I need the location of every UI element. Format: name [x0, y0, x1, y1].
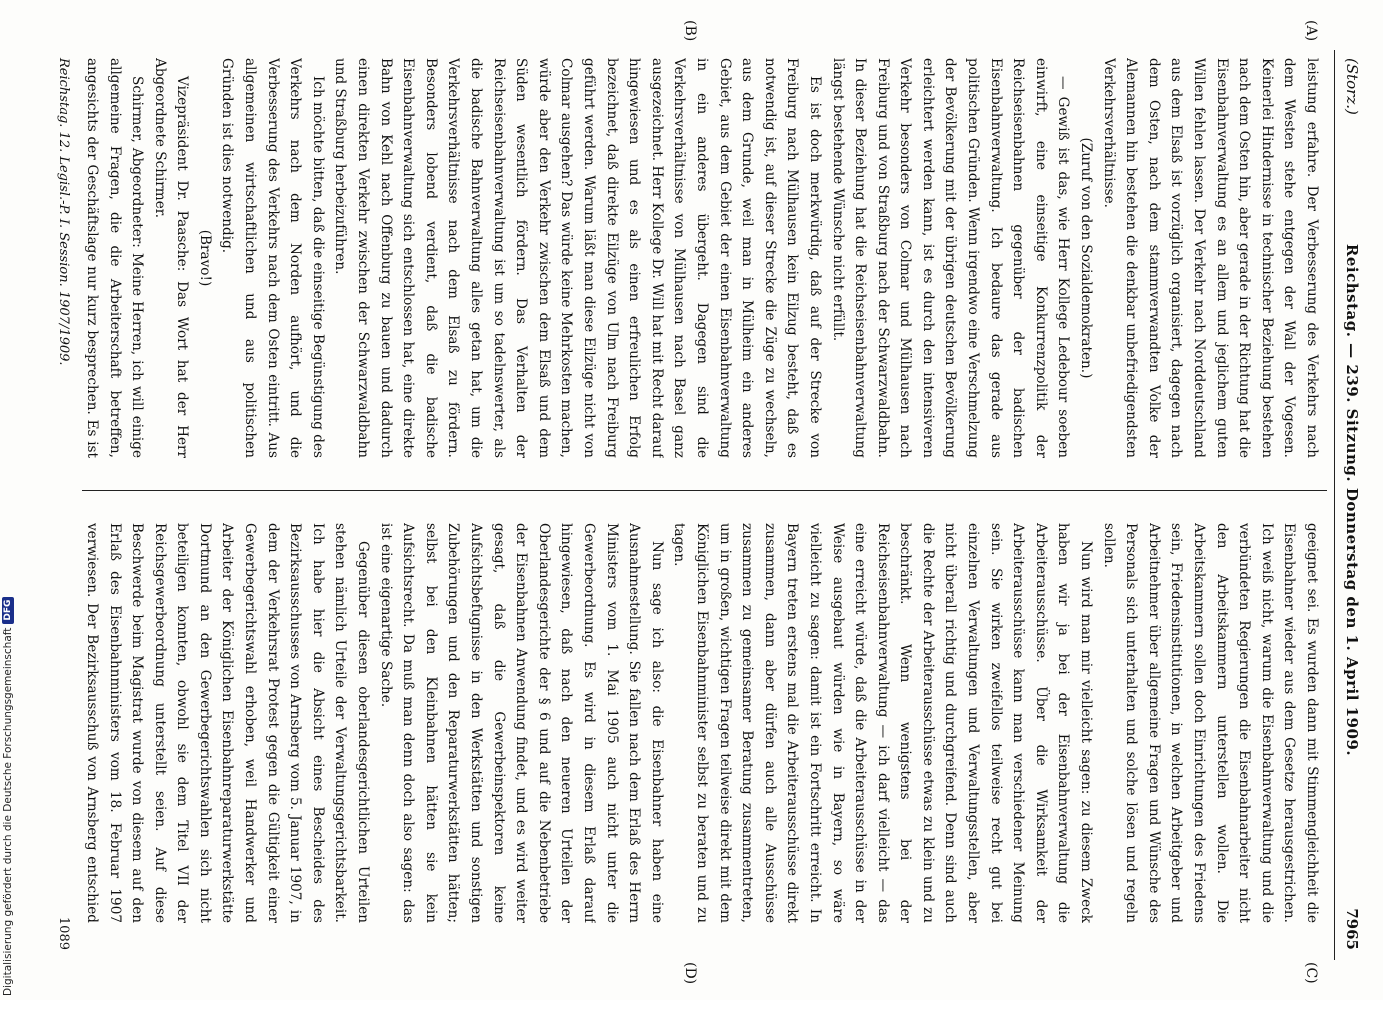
paragraph: Nun wird man mir vielleicht sagen: zu diesem Zweck haben wir ja bei der Eisenbahnverwaltung die Arbeiterausschüsse. Über die Wirksamkeit der Arbeiterausschüsse kann man verschiedener Meinung sein. Sie wirken zweifellos teilweise recht gut bei einzelnen Verwaltungen und Verwaltungsstellen, aber nicht überall richtig und durchgreifend. Denn sind auch die Rechte der Arbeiterausschüsse etwas zu klein und zu beschränkt. Wenn wenigstens bei der Reichseisenbahnverwaltung — ich darf vielleicht — das eine erreicht würde, daß die Arbeiterausschüsse in der Weise ausgebaut würden wie in Bayern, so wäre vielleicht zu sagen: damit ist ein Fortschritt erreicht. In Bayern treten erstens mal die Arbeiterausschüsse direkt zusammen, dann aber dürfen auch alle Ausschüsse zusammen zu gemeinsamer Beratung zusammentreten, um in großen, wichtigen Fragen teilweise direkt mit dem Königlichen Eisenbahnminister selbst zu beraten und zu tagen. — [671, 523, 1095, 923]
paragraph: Es ist doch merkwürdig, daß auf der Strecke von Freiburg nach Mülhausen kein Eilzug besteht, daß es notwendig ist, auf dieser Strecke die Züge zu wechseln, aus dem Grunde, weil man in Mülheim ein anderes Gebiet, aus dem Gebiet der einen Eisenbahnverwaltung in ein anderes übergeht. Dagegen sind die Verkehrsverhältnisse von Mülhausen nach Basel ganz ausgezeichnet. Herr Kollege Dr. Will hat mit Recht darauf hingewiesen und es als einen erfreulichen Erfolg bezeichnet, daß direkte Eilzüge von Ulm nach Freiburg geführt werden. Warum läßt man diese Eilzüge nicht von Colmar ausgehen? Das würde keine Mehrkosten machen, würde aber den Verkehr zwischen dem Elsaß und dem Süden wesentlich fördern. Das Verhalten der Reichseisenbahnverwaltung ist um so tadelnswerter, als die badische Bahnverwaltung alles getan hat, um die Verkehrsverhältnisse nach dem Elsaß zu fördern. Besonders lobend verdient, daß die badische Eisenbahnverwaltung sich entschlossen hat, eine direkte Bahn von Kehl nach Offenburg zu bauen und dadurch einen direkten Verkehr zwischen der Schwarzwaldbahn und Straßburg herbeizuführen. — [332, 58, 823, 458]
footer-number: 1089 — [56, 916, 71, 950]
digitization-credit — [2, 599, 22, 1016]
paragraph: geeignet sei. Es wurden dann mit Stimmengleichheit die Eisenbahner wieder aus dem Gesetze herausgestrichen. Ich weiß nicht, warum die Eisenbahnverwaltung und die verbündeten Regierungen die Eisenbahnarbeiter nicht den Arbeitskammern unterstellen wollen. Die Arbeitskammern sollen doch Einrichtungen des Friedens sein, Friedensinstitutionen, in welchen Arbeitgeber und Arbeitnehmer über allgemeine Fragen und Wünsche des Personals sich unterhalten und solche lösen und regeln sollen. — [1100, 523, 1320, 923]
paragraph: Nun sage ich also: die Eisenbahner haben eine Ausnahmestellung. Sie fallen nach dem Erlaß des Herrn Ministers vom 1. Mai 1905 auch nicht unter die Gewerbeordnung. Es wird in diesem Erlaß darauf hingewiesen, daß nach den neueren Urteilen der Oberlandesgerichte der § 6 und auf die Nebenbetriebe der Eisenbahnen Anwendung findet, und es wird weiter gesagt, daß die Gewerbeinspektoren keine Aufsichtsbefugnisse in den Werkstätten und sonstigen Zubehörungen und den Reparaturwerkstätten hätten; selbst bei den Kleinbahnen hätten sie kein Aufsichtsrecht. Da muß man denn doch also sagen: das ist eine eigenartige Sache. — [377, 523, 665, 923]
margin-marker-d: (D) — [682, 962, 698, 985]
margin-marker-c: (C) — [1303, 962, 1319, 984]
speaker-intro: Vizepräsident Dr. Paasche: Das Wort hat der Herr Abgeordnete Schirmer. — [151, 58, 191, 458]
page-title: Reichstag. — 239. Sitzung. Donnerstag den 1. April 1909. — [1343, 243, 1361, 757]
credit-text: Digitalisierung gefördert durch die Deutsche Forschungsgemeinschaft — [2, 627, 14, 996]
paragraph: Ich möchte bitten, daß die einseitige Begünstigung des Verkehrs nach dem Norden aufhört, und die Verbesserung des Verkehrs nach dem Osten eintritt. Aus allgemeinen wirtschaftlichen und aus politischen Gründen ist dies notwendig. — [219, 58, 326, 458]
speaker-marker: (Storz.) — [1343, 58, 1361, 115]
page-number: 7965 — [1343, 908, 1361, 950]
dfg-logo-icon: DFG — [2, 597, 14, 624]
page-header — [1335, 0, 1365, 1000]
paragraph: Gegenüber diesen oberlandesgerichtlichen Urteilen stehen nämlich Urteile der Verwaltungsgerichtsbarkeit. Ich habe hier die Absicht eines Bescheides des Bezirksausschusses von Arnsberg vom 5. Januar 1907, in dem der Verkehrsrat Protest gegen die Gültigkeit einer Gewerbegerichtswahl erhoben, weil Handwerker und Arbeiter der Königlichen Eisenbahnreparaturwerkstätte Dortmund an den Gewerbegerichtswahlen sich nicht beteiligen konnten, obwohl sie dem Titel VII der Reichsgewerbeordnung unterstellt seien. Auf diese Beschwerde beim Magistrat wurde von diesem auf den Erlaß des Eisenbahnministers vom 18. Februar 1907 verwiesen. Der Bezirksausschuß von Arnsberg entschied — [83, 523, 372, 923]
left-column — [83, 58, 1323, 458]
header-rule — [1334, 50, 1335, 960]
column-divider — [82, 490, 1327, 491]
interjection: (Bravo!) — [196, 229, 213, 287]
paragraph: Schirmer, Abgeordneter: Meine Herren, ich will einige allgemeine Fragen, die die Arbeiterschaft betreffen, angesichts der Geschäftslage nur kurz besprechen. Es ist — [83, 58, 146, 458]
interjection: (Zuruf von den Sozialdemokraten.) — [1078, 137, 1095, 379]
right-column — [83, 523, 1323, 923]
margin-marker-b: (B) — [682, 20, 698, 42]
paragraph: leistung erfahre. Der Verbesserung des Verkehrs nach dem Westen stehe entgegen der Wall der Vogesen. Keinerlei Hindernisse in technischer Beziehung bestehen nach dem Osten hin, aber gerade in der Richtung hat die Eisenbahnverwaltung es an allem und jeglichem guten Willen fehlen lassen. Der Verkehr nach Norddeutschland aus dem Elsaß ist vorzüglich organisiert, dagegen nach dem Osten, nach dem stammverwandten Volke der Alemannen hin bestehen die denkbar unbefriedigendsten Verkehrsverhältnisse. — [1100, 58, 1320, 458]
paragraph: — Gewiß ist das, wie Herr Kollege Ledebour soeben einwirft, eine einseitige Konkurrenzpolitik der Reichseisenbahnen gegenüber der badischen Eisenbahnverwaltung. Ich bedaure das gerade aus politischen Gründen. Wenn irgendwo eine Verschmelzung der Bevölkerung mit der übrigen deutschen Bevölkerung erleichtert werden kann, ist es durch den intensiveren Verkehr besonders von Colmar und Mülhausen nach Freiburg und von Straßburg nach der Schwarzwaldbahn. In dieser Beziehung hat die Reichseisenbahnverwaltung längst bestehende Wünsche nicht erfüllt. — [829, 58, 1072, 458]
margin-marker-a: (A) — [1303, 20, 1319, 42]
footer-source: Reichstag. 12. Legisl.-P. I. Session. 1907/1909. — [56, 58, 71, 366]
